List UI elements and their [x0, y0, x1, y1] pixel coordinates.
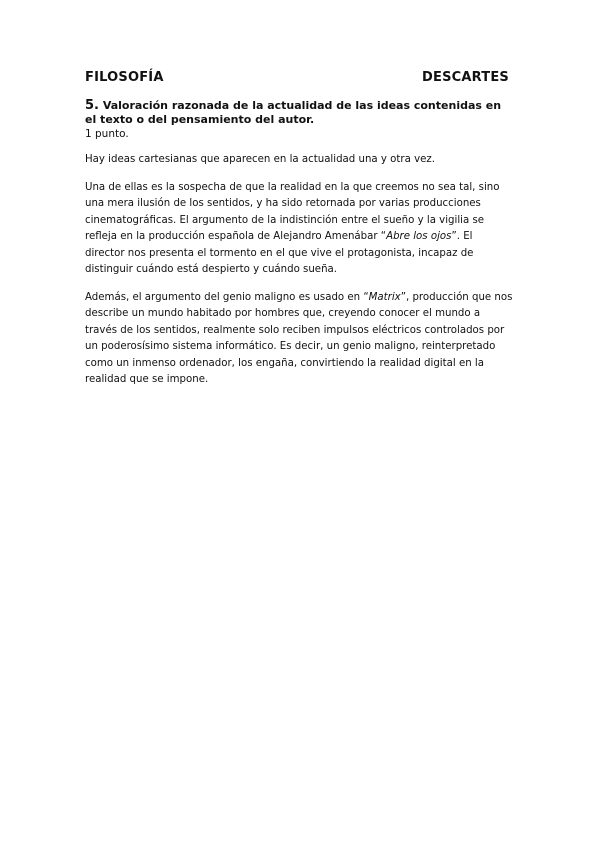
- document-header: [85, 70, 515, 85]
- author-title: DESCARTES: [422, 70, 509, 85]
- paragraph-intro: Hay ideas cartesianas que aparecen en la actualidad una y otra vez.: [85, 154, 435, 165]
- paragraph-evil-genius: [85, 290, 515, 389]
- question-points: 1 punto.: [85, 128, 129, 140]
- question-text: Valoración razonada de la actualidad de las ideas contenidas en el texto o del pensamiento del autor.: [85, 99, 502, 126]
- paragraph-dream-text-1: Una de ellas es la sospecha de que la realidad en la que creemos no sea tal, sino una mera ilusión de los sentidos, y ha sido retornada por varias producciones cinematográficas. El argumento de la indistinción entre el sueño y la vigilia se refleja en la producción española de Alejandro Amenábar “: [85, 181, 500, 242]
- document-page: [85, 70, 515, 389]
- paragraph-genius-text-2: ”, producción que nos describe un mundo habitado por hombres que, creyendo conocer el mundo a través de los sentidos, realmente solo reciben impulsos eléctricos controlados por un poderosísimo sistema informático. Es decir, un genio maligno, reinterpretado como un inmenso ordenador, los engaña, convirtiendo la realidad digital en la realidad que se impone.: [85, 291, 513, 385]
- subject-title: FILOSOFÍA: [85, 70, 164, 85]
- question-number: 5.: [85, 98, 99, 113]
- question-heading: [85, 99, 515, 127]
- paragraph-genius-text-1: Además, el argumento del genio maligno es usado en “: [85, 291, 369, 303]
- film-title-matrix: Matrix: [368, 291, 401, 303]
- paragraph-dream-argument: [85, 180, 515, 279]
- film-title-abre-los-ojos: Abre los ojos: [386, 231, 452, 242]
- paragraph-dream-text-2: ”. El director nos presenta el tormento en el que vive el protagonista, incapaz de distinguir cuándo está despierto y cuándo sueña.: [85, 231, 474, 275]
